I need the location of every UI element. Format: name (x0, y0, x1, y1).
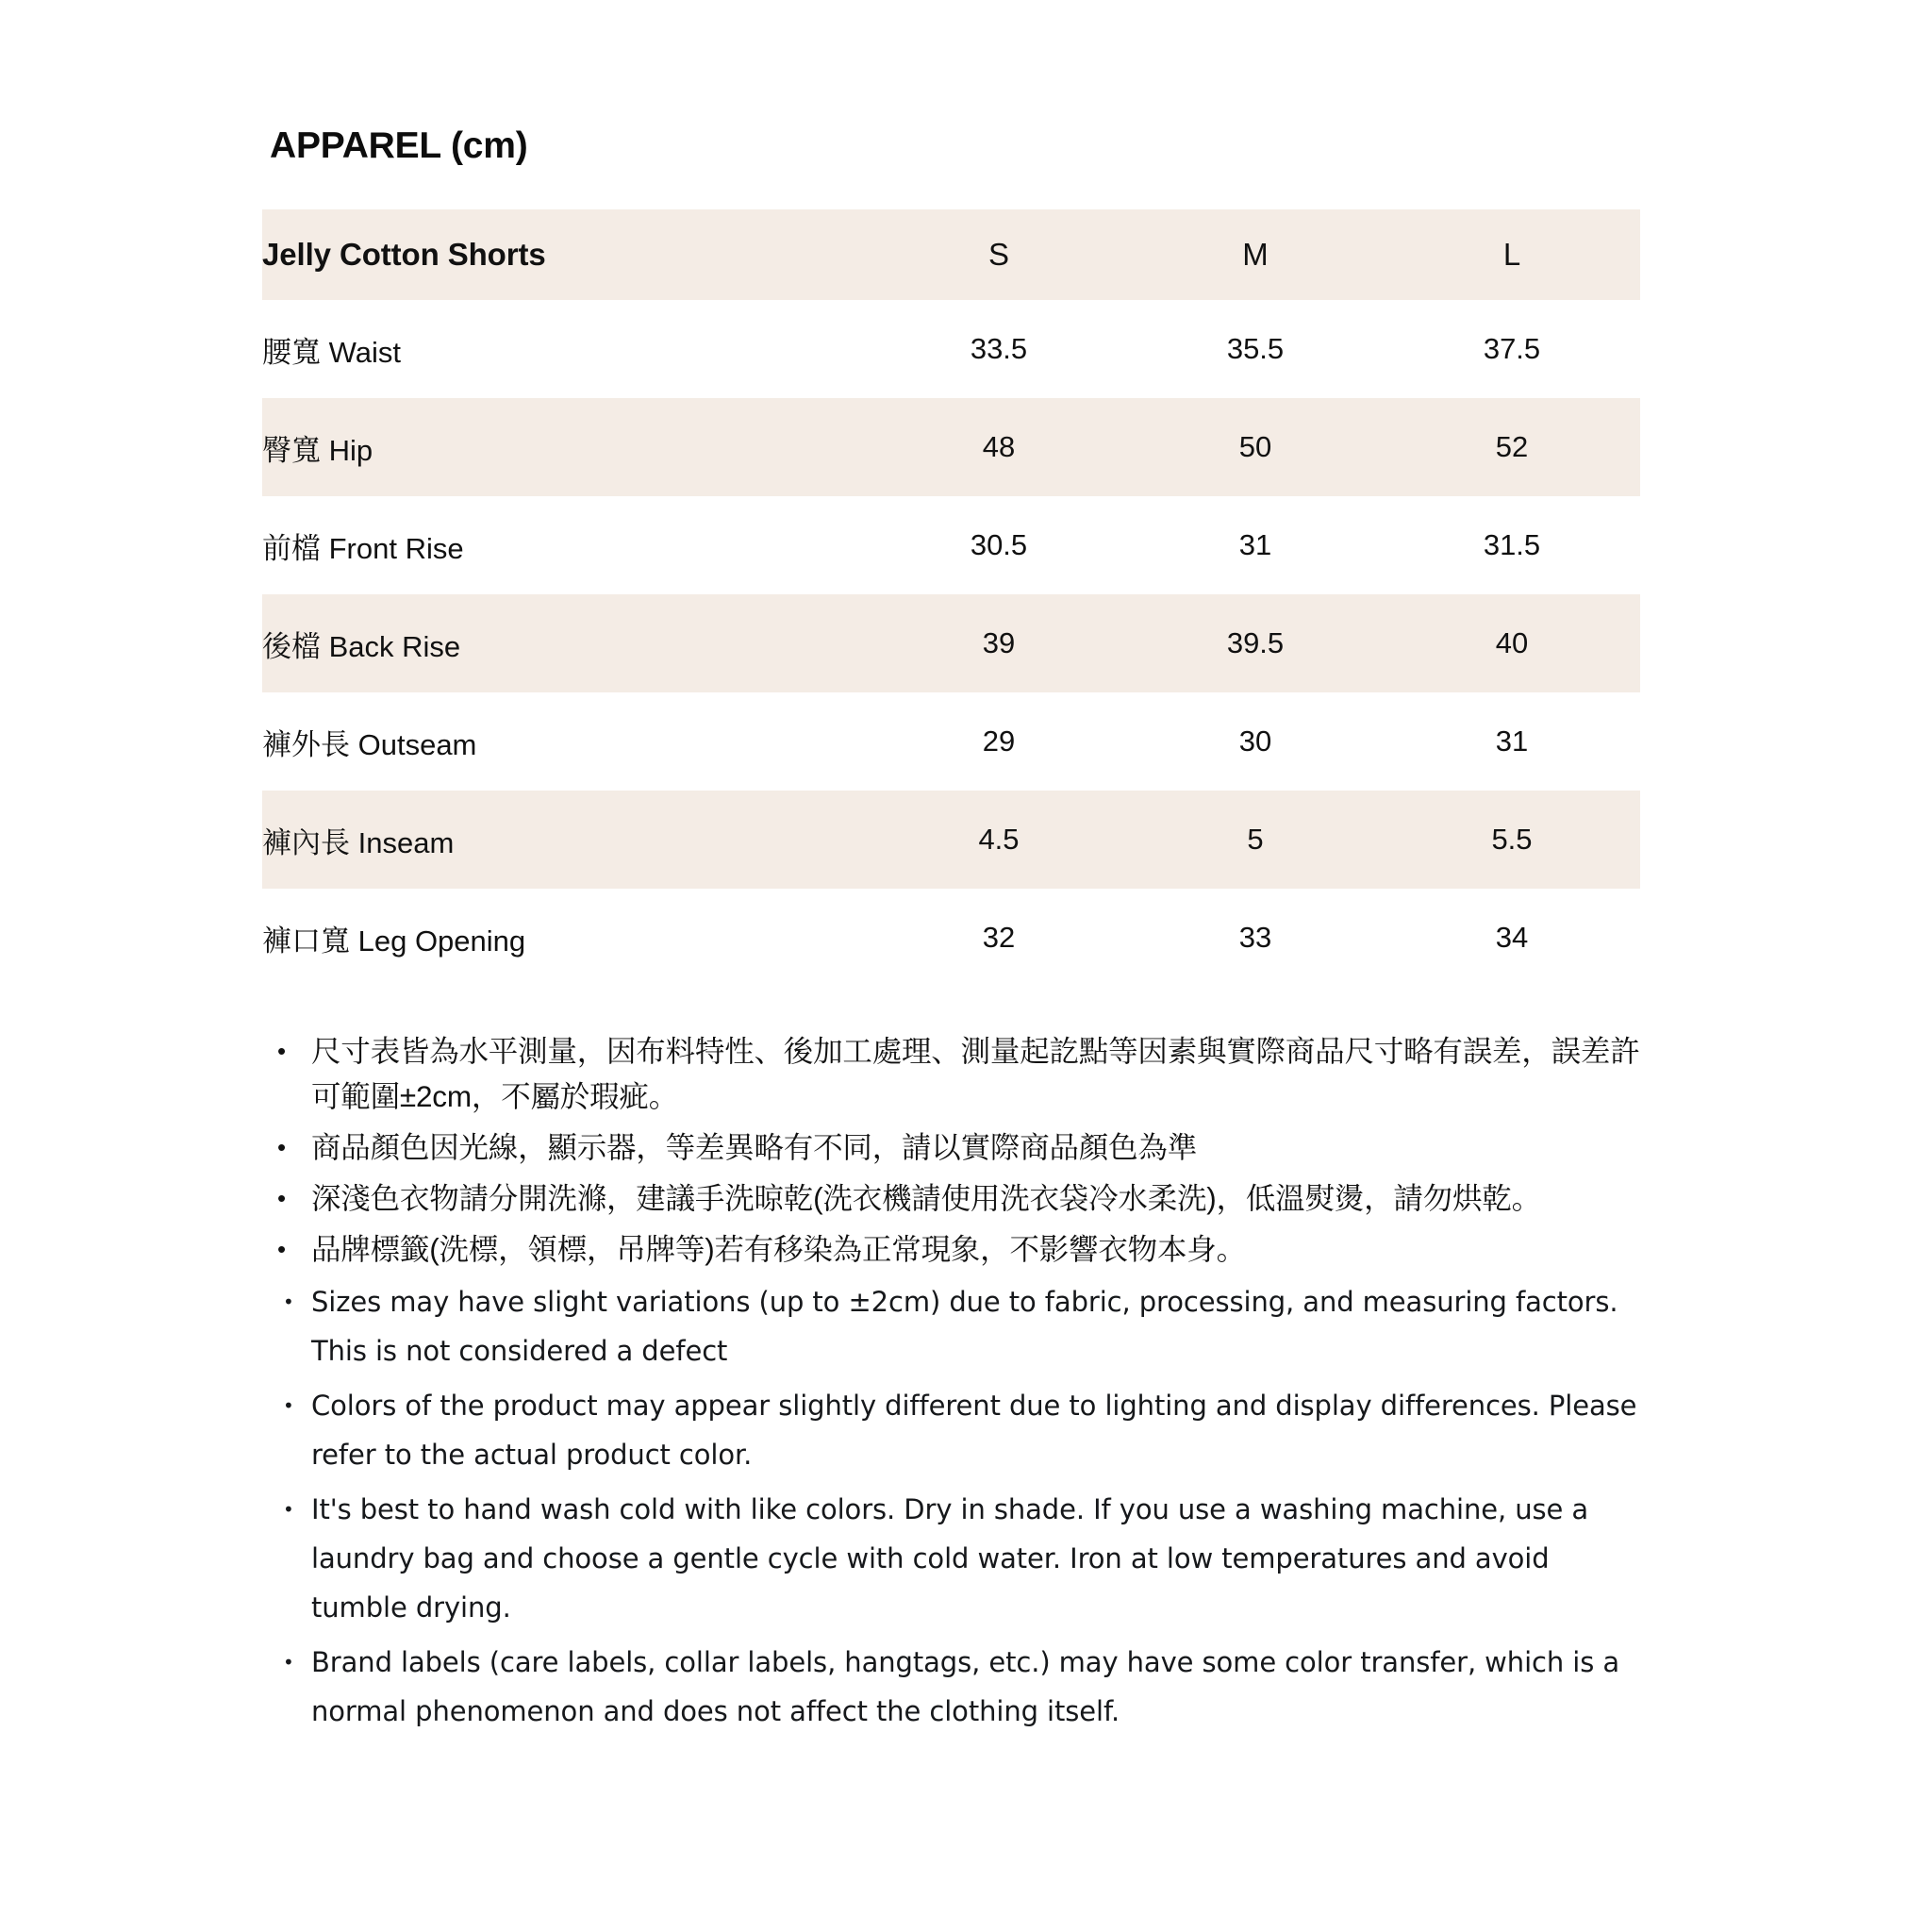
measurement-value-cell: 5.5 (1491, 823, 1533, 856)
size-chart-table (262, 209, 1640, 987)
table-row (262, 496, 1640, 594)
measurement-value-cell: 30.5 (970, 528, 1028, 561)
note-item-chinese (262, 1124, 1649, 1170)
bullet-icon: • (283, 1394, 294, 1417)
size-column-header: S (987, 237, 1009, 272)
page-title: APPAREL (cm) (270, 125, 528, 166)
note-item-english (262, 1638, 1649, 1736)
measurement-value-cell: 48 (982, 430, 1016, 463)
measurement-value-cell: 50 (1238, 430, 1272, 463)
measurement-value-cell: 31 (1238, 528, 1272, 561)
measurement-value-cell: 33.5 (970, 332, 1028, 365)
measurement-value-cell: 35.5 (1226, 332, 1285, 365)
note-text: 商品顏色因光線，顯示器，等差異略有不同，請以實際商品顏色為準 (311, 1130, 1198, 1164)
measurement-value-cell: 39.5 (1226, 626, 1285, 659)
size-chart-body (262, 209, 1640, 987)
note-item-chinese (262, 1028, 1649, 1119)
note-item-english (262, 1485, 1649, 1632)
note-text: Colors of the product may appear slightly different due to lighting and display differences. Please refer to the actual product color. (311, 1390, 1637, 1471)
table-row (262, 692, 1640, 791)
measurement-label-cell: 褲內長 Inseam (262, 825, 455, 859)
product-name-cell: Jelly Cotton Shorts (262, 237, 546, 272)
measurement-value-cell: 5 (1247, 823, 1264, 856)
measurement-value-cell: 39 (982, 626, 1016, 659)
measurement-value-cell: 37.5 (1483, 332, 1541, 365)
measurement-label-cell: 褲外長 Outseam (262, 727, 477, 761)
bullet-icon: • (283, 1291, 294, 1313)
measurement-label-cell: 前檔 Front Rise (262, 531, 464, 565)
bullet-icon: • (277, 1184, 286, 1212)
measurement-label-cell: 臀寬 Hip (262, 433, 373, 467)
table-row (262, 398, 1640, 496)
measurement-value-cell: 32 (982, 921, 1016, 954)
bullet-icon: • (277, 1037, 286, 1065)
bullet-icon: • (277, 1133, 286, 1161)
measurement-value-cell: 33 (1238, 921, 1272, 954)
bullet-icon: • (283, 1651, 294, 1674)
measurement-value-cell: 31 (1495, 724, 1529, 758)
table-row (262, 889, 1640, 987)
size-column-header: M (1242, 237, 1269, 272)
measurement-value-cell: 31.5 (1483, 528, 1541, 561)
note-text: Brand labels (care labels, collar labels, hangtags, etc.) may have some color transfer, which is a normal phenomenon and does not affect the clothing itself. (311, 1646, 1620, 1727)
measurement-value-cell: 52 (1495, 430, 1529, 463)
note-item-english (262, 1277, 1649, 1375)
measurement-value-cell: 34 (1495, 921, 1529, 954)
note-text: It's best to hand wash cold with like colors. Dry in shade. If you use a washing machine, use a laundry bag and choose a gentle cycle with cold water. Iron at low temperatures and avoid tumble drying. (311, 1493, 1589, 1624)
note-text: Sizes may have slight variations (up to ±2cm) due to fabric, processing, and measuring factors. This is not considered a defect (311, 1286, 1618, 1367)
measurement-label-cell: 後檔 Back Rise (262, 629, 461, 663)
table-row (262, 300, 1640, 398)
notes-section (262, 1028, 1649, 1741)
measurement-label-cell: 褲口寬 Leg Opening (262, 924, 526, 958)
table-row (262, 791, 1640, 889)
bullet-icon: • (283, 1498, 294, 1521)
note-text: 尺寸表皆為水平測量，因布料特性、後加工處理、測量起訖點等因素與實際商品尺寸略有誤差，誤差許可範圍±2cm，不屬於瑕疵。 (311, 1034, 1640, 1113)
measurement-value-cell: 29 (982, 724, 1016, 758)
measurement-value-cell: 30 (1238, 724, 1272, 758)
table-header-row (262, 209, 1640, 300)
measurement-label-cell: 腰寬 Waist (262, 335, 401, 369)
note-item-chinese (262, 1175, 1649, 1221)
measurement-value-cell: 40 (1495, 626, 1529, 659)
note-item-chinese (262, 1226, 1649, 1272)
note-text: 深淺色衣物請分開洗滌，建議手洗晾乾(洗衣機請使用洗衣袋冷水柔洗)，低溫熨燙，請勿烘乾。 (311, 1181, 1541, 1215)
chinese-note-list (262, 1028, 1649, 1272)
note-text: 品牌標籤(洗標，領標，吊牌等)若有移染為正常現象，不影響衣物本身。 (311, 1232, 1246, 1266)
size-column-header: L (1502, 237, 1521, 272)
measurement-value-cell: 4.5 (978, 823, 1020, 856)
english-note-list (262, 1277, 1649, 1736)
table-row (262, 594, 1640, 692)
note-item-english (262, 1381, 1649, 1479)
bullet-icon: • (277, 1235, 286, 1263)
